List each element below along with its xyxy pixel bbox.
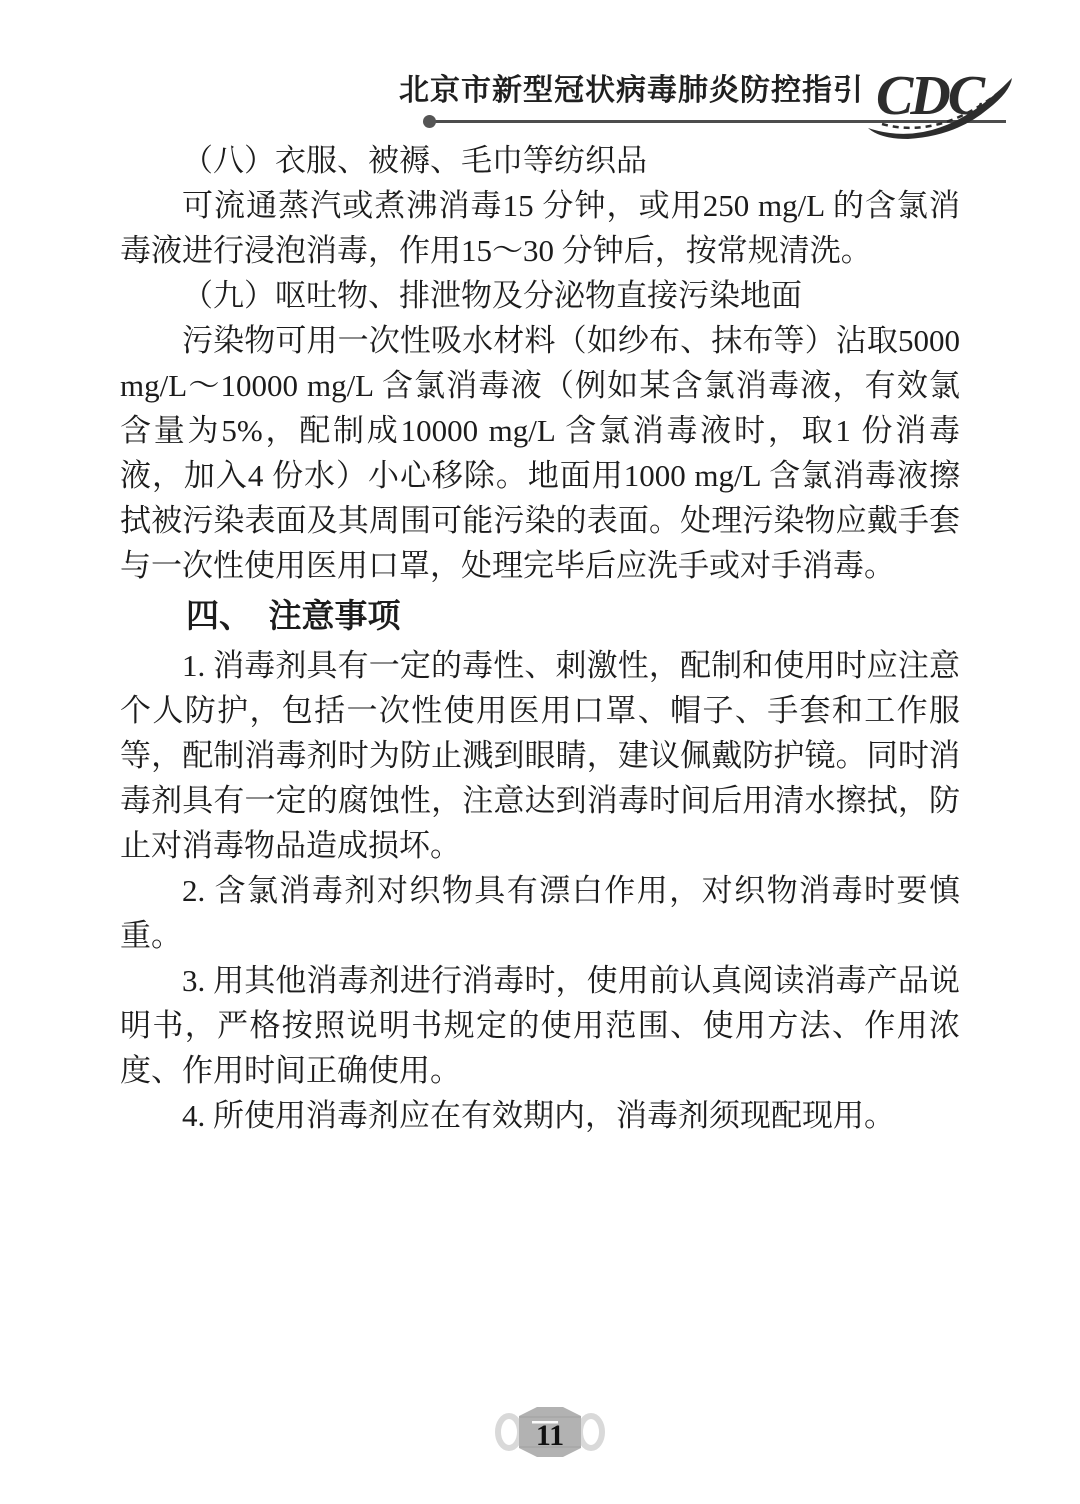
page-header-title: 北京市新型冠状病毒肺炎防控指引 [399, 74, 864, 107]
note-item-3: 3. 用其他消毒剂进行消毒时，使用前认真阅读消毒产品说明书，严格按照说明书规定的使用范围、使用方法、作用浓度、作用时间正确使用。 [120, 963, 960, 1088]
paragraph: 可流通蒸汽或煮沸消毒15 分钟，或用250 mg/L 的含氯消毒液进行浸泡消毒，作用15～30 分钟后，按常规清洗。 [120, 188, 960, 268]
section-heading-notes: 四、 注意事项 [186, 597, 401, 634]
section-heading-8: （八）衣服、被褥、毛巾等纺织品 [182, 143, 647, 178]
section-heading-9: （九）呕吐物、排泄物及分泌物直接污染地面 [182, 278, 802, 313]
logo-letters: CDC [876, 65, 983, 127]
header-rule-dot [423, 115, 436, 128]
mask-left-loop [498, 1416, 520, 1448]
paragraph: 污染物可用一次性吸水材料（如纱布、抹布等）沾取5000 mg/L～10000 mg/L 含氯消毒液（例如某含氯消毒液，有效氯含量为5%，配制成10000 mg/L 含氯消毒液时，取1 份消毒液，加入4 份水）小心移除。地面用1000 mg/L 含氯消毒液擦拭被污染表面及其周围可能污染的表面。处理污染物应戴手套与一次性使用医用口罩，处理完毕后应洗手或对手消毒。 [120, 323, 960, 583]
page-number: 11 [535, 1419, 565, 1452]
document-body [120, 138, 960, 1138]
mask-right-loop [580, 1416, 602, 1448]
note-item-2: 2. 含氯消毒剂对织物具有漂白作用，对织物消毒时要慎重。 [120, 873, 960, 953]
note-item-4: 4. 所使用消毒剂应在有效期内，消毒剂须现配现用。 [182, 1098, 895, 1133]
page-number-mask-icon [494, 1402, 606, 1462]
cdc-logo-icon [864, 48, 1016, 146]
note-item-1: 1. 消毒剂具有一定的毒性、刺激性，配制和使用时应注意个人防护，包括一次性使用医用口罩、帽子、手套和工作服等，配制消毒剂时为防止溅到眼睛，建议佩戴防护镜。同时消毒剂具有一定的腐蚀性，注意达到消毒时间后用清水擦拭，防止对消毒物品造成损坏。 [120, 648, 960, 863]
